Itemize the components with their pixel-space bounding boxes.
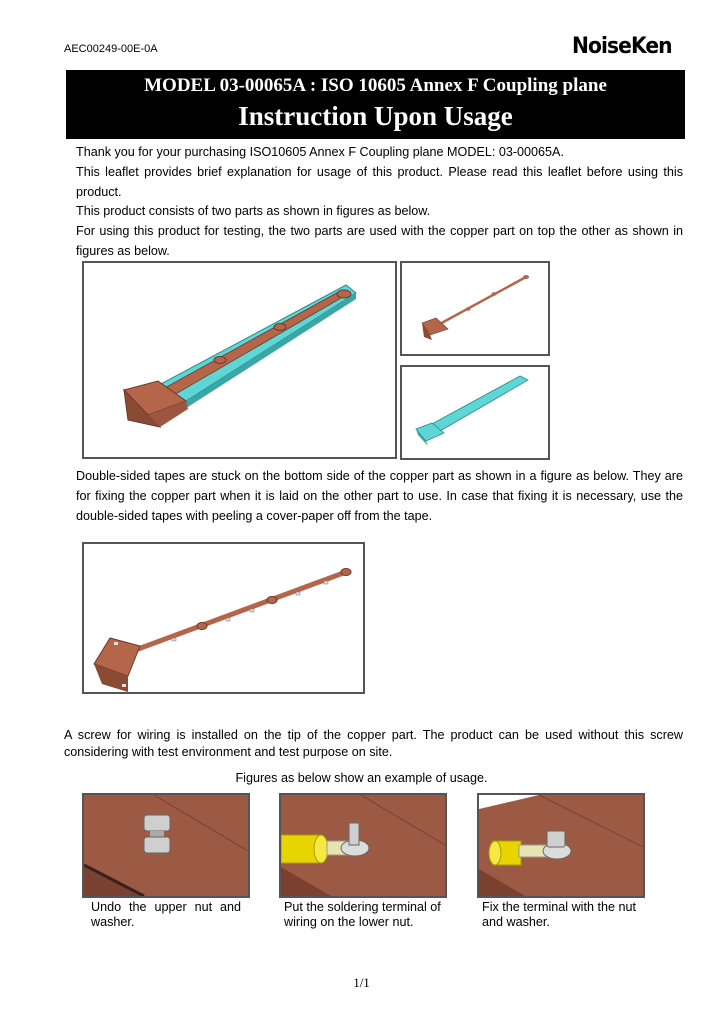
step-1-caption: Undo the upper nut and washer. bbox=[91, 900, 241, 929]
intro-paragraph-3: This product consists of two parts as shown in figures as below. bbox=[76, 204, 431, 219]
intro-text bbox=[76, 143, 683, 262]
document-id: AEC00249-00E-0A bbox=[64, 43, 158, 55]
banner-subtitle: MODEL 03-00065A : ISO 10605 Annex F Coupling plane bbox=[144, 75, 607, 96]
tape-figure bbox=[82, 542, 365, 694]
page-number: 1/1 bbox=[353, 975, 370, 990]
banner-title: Instruction Upon Usage bbox=[238, 101, 513, 131]
step-3-figure bbox=[477, 793, 645, 898]
screw-description: A screw for wiring is installed on the tip of the copper part. The product can be used without this screw considering with test environment and test purpose on site. bbox=[64, 728, 683, 759]
assembled-figure bbox=[82, 261, 397, 459]
noiseken-logo: NoiseKen bbox=[572, 34, 672, 59]
step-2-figure bbox=[279, 793, 447, 898]
step-3-caption: Fix the terminal with the nut and washer. bbox=[482, 900, 636, 929]
intro-paragraph-1: Thank you for your purchasing ISO10605 Annex F Coupling plane MODEL: 03-00065A. bbox=[76, 145, 564, 159]
step-1-figure bbox=[82, 793, 250, 898]
usage-heading: Figures as below show an example of usage. bbox=[235, 771, 488, 785]
title-banner bbox=[66, 70, 685, 139]
copper-part-figure bbox=[400, 261, 550, 356]
intro-paragraph-4: For using this product for testing, the two parts are used with the copper part on top the other as shown in figures as below. bbox=[76, 224, 683, 258]
step-2-caption: Put the soldering terminal of wiring on the lower nut. bbox=[284, 900, 441, 929]
tape-description: Double-sided tapes are stuck on the bottom side of the copper part as shown in a figure as below. They are for fixing the copper part when it is laid on the other part to use. In case that fixing it is necessary, use the double-sided tapes with peeling a cover-paper off from the tape. bbox=[76, 469, 683, 523]
plastic-part-figure bbox=[400, 365, 550, 460]
intro-paragraph-2: This leaflet provides brief explanation for usage of this product. Please read this leaflet before using this product. bbox=[76, 164, 683, 199]
